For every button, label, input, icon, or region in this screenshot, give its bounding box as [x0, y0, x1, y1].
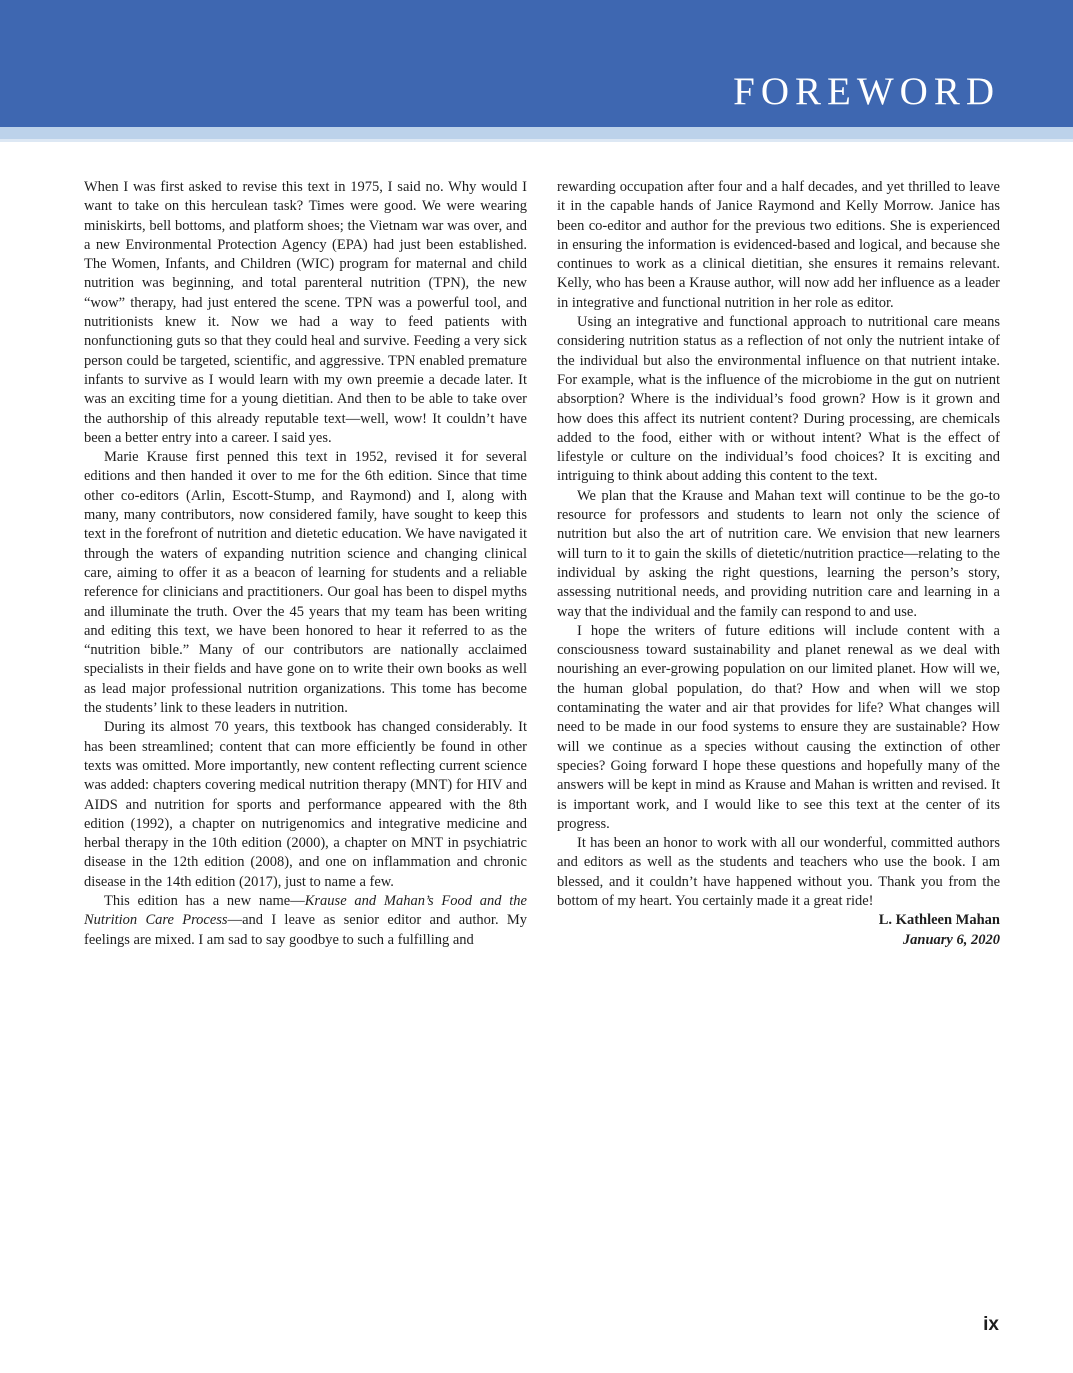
paragraph — [84, 892, 527, 950]
signature-name: L. Kathleen Mahan — [878, 912, 1000, 929]
text-run: This edition has a new name— — [104, 892, 305, 909]
header-stripe-thin — [0, 139, 1073, 142]
paragraph: We plan that the Krause and Mahan text will continue to be the go-to resource for professors and students to learn not only the science of nutrition but also the art of nutrition care. We envision that new learners will turn to it to gain the skills of dietetic/nutrition practice—relating to the individual by asking the right questions, learning the person’s story, assessing nutritional needs, and providing nutrition care and learning in a way that the individual and the family can respond to and use. — [557, 487, 1000, 620]
paragraph: rewarding occupation after four and a half decades, and yet thrilled to leave it in the capable hands of Janice Raymond and Kelly Morrow. Janice has been co-editor and author for the previous two editions. She is experienced in ensuring the information is evidenced-based and logical, and because she continues to work as a clinical dietitian, she ensures it remains relevant. Kelly, who has been a Krause author, will now add her influence as a leader in integrative and functional nutrition in her role as editor. — [557, 179, 1000, 311]
paragraph: When I was first asked to revise this text in 1975, I said no. Why would I want to take on this herculean task? Times were good. We were wearing miniskirts, bell bottoms, and platform shoes; the Vietnam war was over, and a new Environmental Protection Agency (EPA) had just been established. The Women, Infants, and Children (WIC) program for maternal and child nutrition was beginning, and total parenteral nutrition (TPN), the new “wow” therapy, had just entered the scene. TPN was a powerful tool, and nutritionists knew it. Now we had a way to feed patients with nonfunctioning guts so that they could heal and survive. Feeding a very sick person could be targeted, scientific, and aggressive. TPN enabled premature infants to survive as I would learn with my own preemie a decade later. It was an exciting time for a young dietitian. And then to be able to take over the authorship of this already reputable text—well, wow! It couldn’t have been a better entry into a career. I said yes. — [84, 179, 527, 446]
paragraph: Using an integrative and functional approach to nutritional care means considering nutrition status as a reflection of not only the nutrient intake of the individual but also the environmental influence on that nutrient intake. For example, what is the influence of the microbiome in the gut on nutrient absorption? Where is the individual’s food grown? How is it grown and how does this affect its nutrient content? During processing, are chemicals added to the food, either with or without intent? What is the effect of lifestyle or culture on the individual’s food choices? It is exciting and intriguing to think about adding this content to the text. — [557, 314, 1000, 485]
book-title: Krause and Mahan’s Food and the Nutrition Care Process — [84, 892, 527, 929]
paragraph: Marie Krause first penned this text in 1952, revised it for several editions and then handed it over to me for the 6th edition. Since that time other co-editors (Arlin, Escott-Stump, and Raymond) and I, along with many, many contributors, now considered family, have sought to keep this text in the forefront of nutrition and dietetic education. We have navigated it through the waters of expanding nutrition science and changing clinical care, aiming to offer it as a beacon of learning for students and a reliable reference for clinicians and practitioners. Our goal has been to dispel myths and illuminate the truth. Over the 45 years that my team has been writing and editing this text, we have been honored to hear it referred to as the “nutrition bible.” Many of our contributors are nationally acclaimed specialists in their fields and have gone on to write their own books as well as lead major professional nutrition organizations. This tome has become the students’ link to these leaders in nutrition. — [84, 449, 527, 717]
paragraph: I hope the writers of future editions will include content with a consciousness toward sustainability and planet renewal as we deal with nourishing an ever-growing population on our limited planet. How will we, the human global population, do that? How and when will we stop contaminating the water and air that provides for life? What changes will need to be made in our food systems to ensure they are sustainable? How will we continue as a species without causing the extinction of other species? Going forward I hope these questions and hopefully many of the answers will be kept in mind as Krause and Mahan is written and revised. It is important work, and I would like to see this text at the center of its progress. — [557, 622, 1000, 832]
text-run: —and I leave as senior editor and author. My feelings are mixed. I am sad to say goodbye to such a fulfilling and — [84, 912, 528, 948]
signature-date: January 6, 2020 — [902, 931, 1000, 948]
right-column — [557, 178, 1000, 950]
left-column — [84, 178, 527, 950]
header-stripe — [0, 127, 1073, 139]
page-title: FOREWORD — [733, 70, 1000, 113]
paragraph: During its almost 70 years, this textbook has changed considerably. It has been streamlined; content that can more efficiently be found in other texts was omitted. More importantly, new content reflecting current science was added: chapters covering medical nutrition therapy (MNT) for HIV and AIDS and nutrition for sports and performance appeared with the 8th edition (1992), a chapter on nutrigenomics and integrative medicine and herbal therapy in the 10th edition (2000), a chapter on MNT in psychiatric disease in the 12th edition (2008), and one on inflammation and chronic disease in the 14th edition (2017), just to name a few. — [84, 719, 527, 890]
paragraph: It has been an honor to work with all our wonderful, committed authors and editors as well as the students and teachers who use the book. I am blessed, and it couldn’t have happened without you. Thank you from the bottom of my heart. You certainly made it a great ride! — [557, 835, 1000, 909]
page-number: ix — [983, 1314, 999, 1335]
